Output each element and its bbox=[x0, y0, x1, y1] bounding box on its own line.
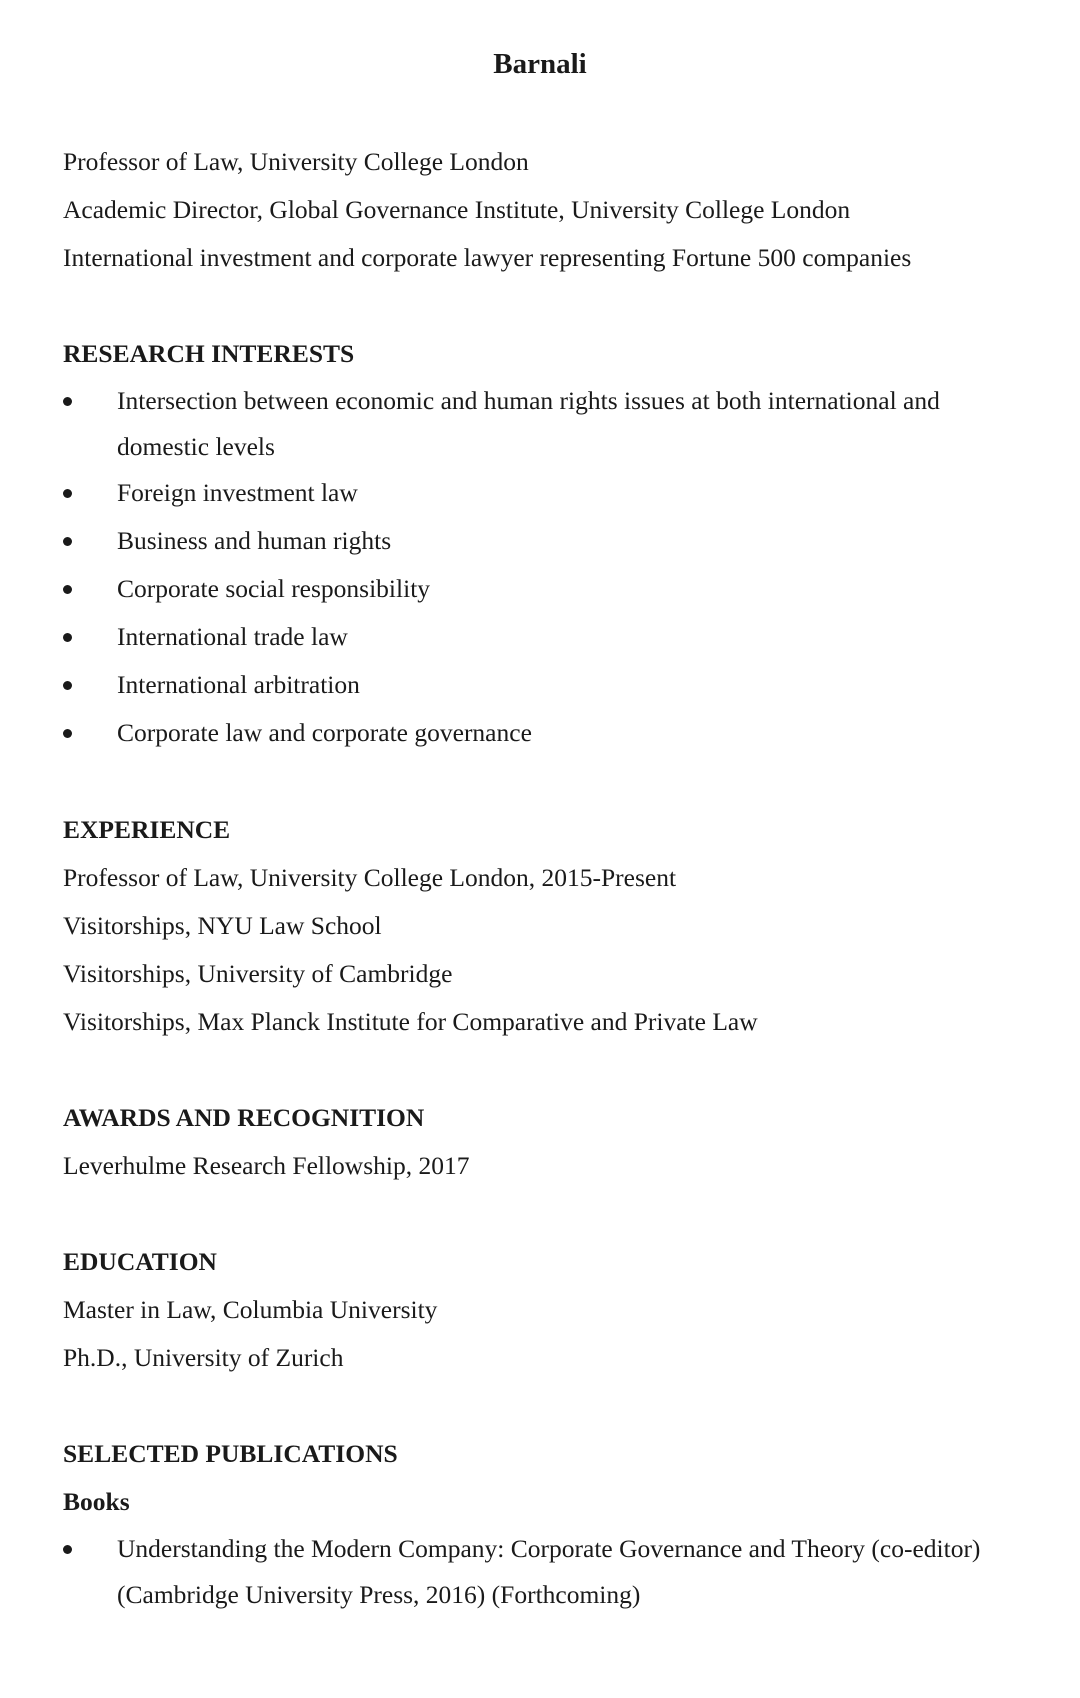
list-item: Corporate social responsibility bbox=[63, 566, 1043, 614]
person-name: Barnali bbox=[493, 48, 587, 80]
award-item: Leverhulme Research Fellowship, 2017 bbox=[63, 1151, 470, 1180]
awards-heading: AWARDS AND RECOGNITION bbox=[63, 1103, 425, 1132]
bullet-icon bbox=[63, 537, 72, 546]
list-item: International trade law bbox=[63, 614, 1043, 662]
list-item: International arbitration bbox=[63, 662, 1043, 710]
list-item: Corporate law and corporate governance bbox=[63, 710, 1043, 758]
title-line: Professor of Law, University College London bbox=[63, 147, 529, 176]
publications-list bbox=[63, 1526, 1043, 1618]
list-item: Understanding the Modern Company: Corporate Governance and Theory (co-editor) (Cambridge University Press, 2016) (Forthcoming) bbox=[63, 1526, 1017, 1618]
bullet-icon bbox=[63, 585, 72, 594]
list-item: Business and human rights bbox=[63, 518, 1043, 566]
publications-subheading: Books bbox=[63, 1487, 130, 1516]
experience-item: Visitorships, NYU Law School bbox=[63, 911, 382, 940]
experience-item: Visitorships, University of Cambridge bbox=[63, 959, 453, 988]
bullet-icon bbox=[63, 489, 72, 498]
cv-content bbox=[63, 138, 1043, 1618]
bullet-icon bbox=[63, 729, 72, 738]
experience-item: Visitorships, Max Planck Institute for Comparative and Private Law bbox=[63, 1007, 758, 1036]
research-heading: RESEARCH INTERESTS bbox=[63, 339, 355, 368]
bullet-icon bbox=[63, 633, 72, 642]
bullet-icon bbox=[63, 1545, 72, 1554]
education-item: Master in Law, Columbia University bbox=[63, 1295, 438, 1324]
research-list bbox=[63, 378, 1043, 758]
title-line: International investment and corporate lawyer representing Fortune 500 companies bbox=[63, 243, 912, 272]
education-heading: EDUCATION bbox=[63, 1247, 217, 1276]
experience-heading: EXPERIENCE bbox=[63, 815, 231, 844]
bullet-icon bbox=[63, 397, 72, 406]
experience-item: Professor of Law, University College London, 2015-Present bbox=[63, 863, 677, 892]
title-line: Academic Director, Global Governance Institute, University College London bbox=[63, 195, 851, 224]
education-item: Ph.D., University of Zurich bbox=[63, 1343, 344, 1372]
list-item: Intersection between economic and human rights issues at both international and domestic levels bbox=[63, 378, 997, 470]
publications-heading: SELECTED PUBLICATIONS bbox=[63, 1439, 398, 1468]
list-item: Foreign investment law bbox=[63, 470, 1043, 518]
bullet-icon bbox=[63, 681, 72, 690]
